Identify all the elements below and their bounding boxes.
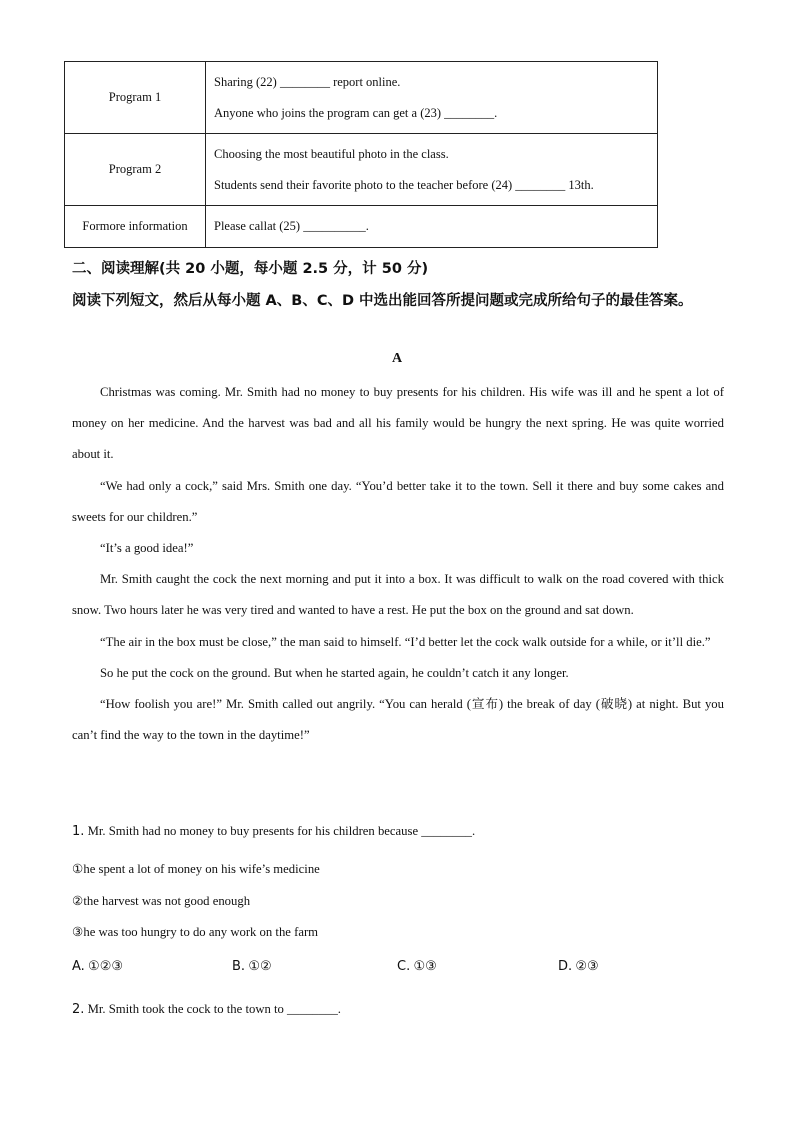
choice-text: ①②③ — [88, 958, 124, 973]
passage-text — [72, 377, 724, 751]
question-text: Mr. Smith had no money to buy presents for his children because ________. — [84, 824, 476, 838]
passage-paragraph: Christmas was coming. Mr. Smith had no money to buy presents for his children. His wife was ill and he spent a lot of money on her medicine. And the harvest was bad and all his family would be hungry the next spring. He was quite worried about it. — [72, 385, 724, 462]
row-label: Formore information — [65, 206, 206, 248]
table-row — [65, 134, 658, 206]
passage-paragraph: “It’s a good idea!” — [100, 541, 194, 556]
question-1 — [72, 824, 475, 839]
choice-text: ①③ — [413, 958, 437, 973]
choice-letter: B. — [232, 959, 246, 974]
program-table — [64, 61, 658, 248]
passage-paragraph: Mr. Smith caught the cock the next morning and put it into a box. It was difficult to walk on the road covered with thick snow. Two hours later he was very tired and wanted to have a rest. He put the box on the ground and sat down. — [72, 572, 724, 618]
choice-b[interactable] — [232, 958, 272, 974]
question-text: Mr. Smith took the cock to the town to ________. — [84, 1002, 341, 1016]
passage-paragraph: “How foolish you are!” Mr. Smith called out angrily. “You can herald (宣布) the break of day (破晓) at night. But you can’t find the way to the town in the daytime!” — [72, 697, 724, 743]
question-number: 2. — [72, 1002, 85, 1017]
passage-paragraph: “The air in the box must be close,” the man said to himself. “I’d better let the cock walk outside for a while, or it’ll die.” — [100, 634, 711, 649]
choice-a[interactable] — [72, 958, 123, 974]
choice-d[interactable] — [558, 958, 599, 974]
passage-paragraph: “We had only a cock,” said Mrs. Smith one day. “You’d better take it to the town. Sell it there and buy some cakes and sweets for our children.” — [72, 478, 724, 524]
choice-letter: A. — [72, 959, 85, 974]
row-line: Anyone who joins the program can get a (23) ________. — [214, 105, 498, 120]
answer-choices — [72, 958, 672, 980]
choice-c[interactable] — [397, 958, 437, 974]
choice-text: ②③ — [575, 958, 599, 973]
statement-option: ①he spent a lot of money on his wife’s medicine — [72, 862, 320, 876]
row-label: Program 2 — [65, 134, 206, 206]
row-content — [206, 62, 658, 134]
row-content — [206, 134, 658, 206]
section-title: 二、阅读理解(共 20 小题，每小题 2.5 分，计 50 分) — [72, 261, 429, 277]
passage-paragraph: So he put the cock on the ground. But when he started again, he couldn’t catch it any longer. — [100, 665, 569, 680]
row-line: Please callat (25) __________. — [214, 219, 369, 233]
statement-option: ③he was too hungry to do any work on the farm — [72, 925, 319, 939]
table-row — [65, 62, 658, 134]
row-line: Students send their favorite photo to the teacher before (24) ________ 13th. — [214, 177, 594, 192]
section-instruction: 阅读下列短文，然后从每小题 A、B、C、D 中选出能回答所提问题或完成所给句子的最佳答案。 — [72, 293, 693, 309]
statement-option: ②the harvest was not good enough — [72, 894, 251, 908]
question-number: 1. — [72, 824, 85, 839]
row-line: Choosing the most beautiful photo in the class. — [214, 146, 449, 161]
question-2 — [72, 1002, 341, 1017]
row-content — [206, 206, 658, 248]
choice-letter: D. — [558, 959, 573, 974]
choice-text: ①② — [248, 958, 272, 973]
row-label: Program 1 — [65, 62, 206, 134]
choice-letter: C. — [397, 959, 411, 974]
table-row — [65, 206, 658, 248]
row-line: Sharing (22) ________ report online. — [214, 74, 401, 89]
passage-letter: A — [391, 351, 403, 366]
